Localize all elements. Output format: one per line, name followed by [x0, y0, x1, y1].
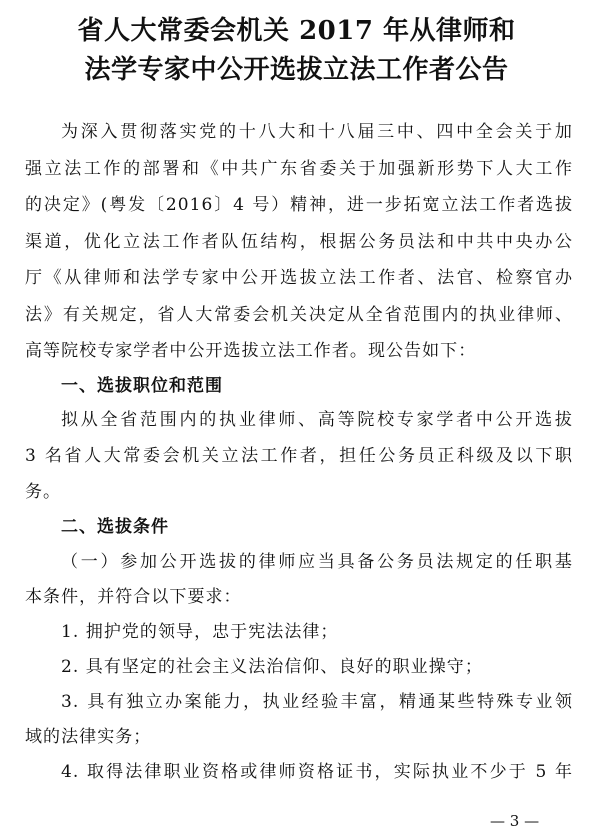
paragraph-intro-line-5: 厅《从律师和法学专家中公开选拔立法工作者、法官、检察官办 — [25, 268, 573, 288]
list-item-2: 2. 具有坚定的社会主义法治信仰、良好的职业操守； — [61, 657, 483, 677]
paragraph-scope-line-2: 3 名省人大常委会机关立法工作者，担任公务员正科级及以下职 — [25, 446, 573, 466]
notice-title-line-2: 法学专家中公开选拔立法工作者公告 — [84, 55, 509, 85]
paragraph-intro-line-7: 高等院校专家学者中公开选拔立法工作者。现公告如下： — [25, 341, 477, 361]
paragraph-intro-line-3: 的决定》(粤发〔2016〕4 号）精神，进一步拓宽立法工作者选拔 — [25, 195, 573, 215]
paragraph-scope-line-3: 务。 — [25, 482, 62, 502]
paragraph-intro-line-2: 强立法工作的部署和《中共广东省委关于加强新形势下人大工作 — [25, 159, 573, 179]
section-heading-conditions: 二、选拔条件 — [61, 517, 169, 537]
list-item-1: 1. 拥护党的领导，忠于宪法法律； — [61, 622, 339, 642]
list-item-4-line-1: 4. 取得法律职业资格或律师资格证书，实际执业不少于 5 年 — [61, 762, 573, 782]
list-item-3-line-1: 3. 具有独立办案能力，执业经验丰富，精通某些特殊专业领 — [61, 692, 573, 712]
list-item-3-line-2: 域的法律实务； — [25, 727, 152, 747]
paragraph-intro-line-4: 渠道，优化立法工作者队伍结构，根据公务员法和中共中央办公 — [25, 232, 573, 252]
paragraph-intro-line-1: 为深入贯彻落实党的十八大和十八届三中、四中全会关于加 — [61, 122, 573, 142]
paragraph-intro-line-6: 法》有关规定，省人大常委会机关决定从全省范围内的执业律师、 — [25, 305, 573, 325]
paragraph-conditions-line-2: 本条件，并符合以下要求： — [25, 587, 242, 607]
section-heading-positions: 一、选拔职位和范围 — [61, 376, 223, 396]
notice-title-line-1: 省人大常委会机关 2017 年从律师和 — [77, 16, 516, 46]
paragraph-conditions-line-1: （一）参加公开选拔的律师应当具备公务员法规定的任职基 — [61, 552, 573, 572]
paragraph-scope-line-1: 拟从全省范围内的执业律师、高等院校专家学者中公开选拔 — [61, 410, 573, 430]
page-number: — 3 — — [490, 812, 540, 830]
